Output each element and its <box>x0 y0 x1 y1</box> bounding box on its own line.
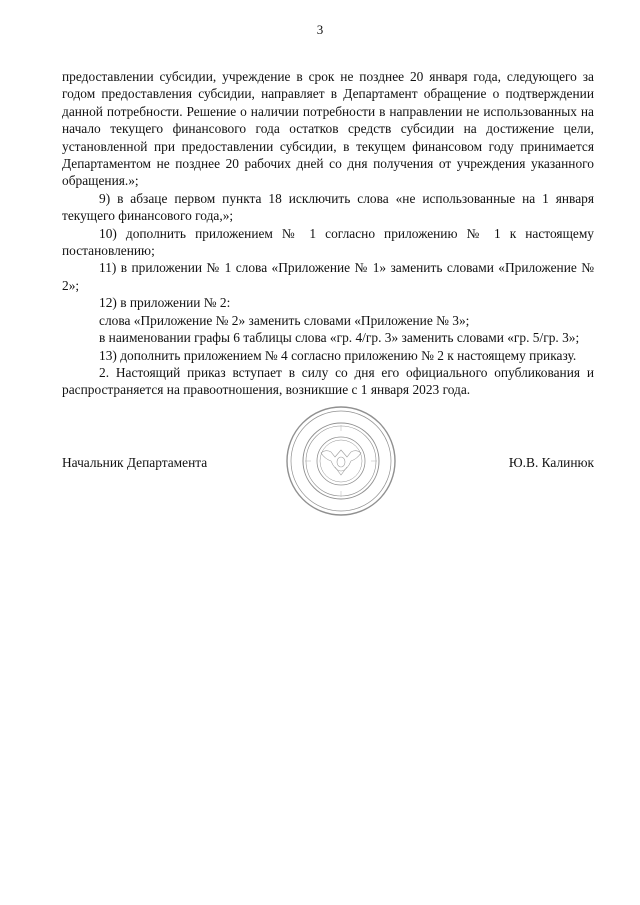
paragraph: 10) дополнить приложением № 1 согласно приложению № 1 к настоящему постановлению; <box>62 225 594 259</box>
paragraph: 13) дополнить приложением № 4 согласно приложению № 2 к настоящему приказу. <box>99 347 577 363</box>
page-number: 3 <box>316 22 324 37</box>
paragraph: слова «Приложение № 2» заменить словами «Приложение № 3»; <box>99 312 470 328</box>
paragraph: 12) в приложении № 2: <box>99 295 231 311</box>
signatory-position: Начальник Департамента <box>62 455 208 470</box>
document-body <box>62 68 594 399</box>
paragraph: 2. Настоящий приказ вступает в силу со дня его официального опубликования и распространяется на правоотношения, возникшие с 1 января 2023 года. <box>62 364 594 398</box>
official-seal-stamp <box>285 405 397 517</box>
paragraph: 11) в приложении № 1 слова «Приложение № 1» заменить словами «Приложение № 2»; <box>62 260 594 293</box>
seal-icon <box>285 405 397 517</box>
paragraph: 9) в абзаце первом пункта 18 исключить слова «не использованные на 1 января текущего финансового года,»; <box>62 190 594 224</box>
paragraph: предоставлении субсидии, учреждение в срок не позднее 20 января года, следующего за годом предоставления субсидии, направляет в Департамент обращение о подтверждении данной потребности. Решение о наличии потребности в направлении не использованных на начало текущего финансового года остатков средств субсидии на достижение цели, установленной при предоставлении субсидии, в текущем финансовом году принимается Департаментом не позднее 20 рабочих дней со дня получения от учреждения указанного обращения.»; <box>62 69 594 189</box>
signatory-name: Ю.В. Калинюк <box>508 455 594 470</box>
paragraph: в наименовании графы 6 таблицы слова «гр. 4/гр. 3» заменить словами «гр. 5/гр. 3»; <box>99 330 580 346</box>
